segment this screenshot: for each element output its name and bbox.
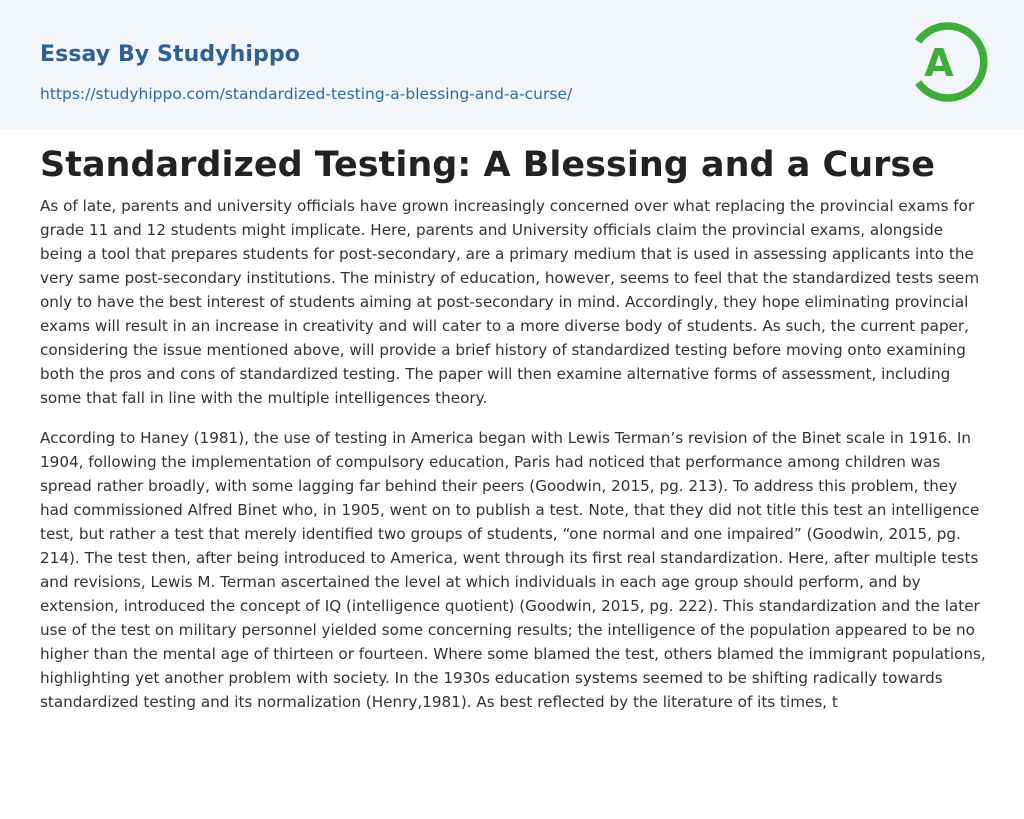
site-name[interactable]: Essay By Studyhippo bbox=[40, 42, 300, 67]
source-url-link[interactable]: https://studyhippo.com/standardized-testing-a-blessing-and-a-curse/ bbox=[40, 85, 573, 103]
article-paragraph: According to Haney (1981), the use of testing in America began with Lewis Terman’s revision of the Binet scale in 1916. In 1904, following the implementation of compulsory education, Paris had noticed that performance among children was spread rather broadly, with some lagging far behind their peers (Goodwin, 2015, pg. 213). To address this problem, they had commissioned Alfred Binet who, in 1905, went on to publish a test. Note, that they did not title this test an intelligence test, but rather a test that merely identified two groups of students, “one normal and one impaired” (Goodwin, 2015, pg. 214). The test then, after being introduced to America, went through its first real standardization. Here, after multiple tests and revisions, Lewis M. Terman ascertained the level at which individuals in each age group should perform, and by extension, introduced the concept of IQ (intelligence quotient) (Goodwin, 2015, pg. 222). This standardization and the later use of the test on military personnel yielded some concerning results; the intelligence of the population appeared to be no higher than the mental age of thirteen or fourteen. Where some blamed the test, others blamed the immigrant populations, highlighting yet another problem with society. In the 1930s education systems seemed to be shifting radically towards standardized testing and its normalization (Henry,1981). As best reflected by the literature of its times, t bbox=[40, 429, 986, 711]
article-paragraph: As of late, parents and university officials have grown increasingly concerned over what replacing the provincial exams for grade 11 and 12 students might implicate. Here, parents and University officials claim the provincial exams, alongside being a tool that prepares students for post-secondary, are a primary medium that is used in assessing applicants into the very same post-secondary institutions. The ministry of education, however, seems to feel that the standardized tests seem only to have the best interest of students aiming at post-secondary in mind. Accordingly, they hope eliminating provincial exams will result in an increase in creativity and will cater to a more diverse body of students. As such, the current paper, considering the issue mentioned above, will provide a brief history of standardized testing before moving onto examining both the pros and cons of standardized testing. The paper will then examine alternative forms of assessment, including some that fall in line with the multiple intelligences theory. bbox=[40, 197, 980, 407]
logo-letter: A bbox=[924, 41, 954, 85]
article-title: Standardized Testing: A Blessing and a Curse bbox=[40, 145, 935, 185]
article-body bbox=[40, 194, 986, 730]
site-header bbox=[0, 0, 1024, 129]
studyhippo-logo-icon[interactable] bbox=[910, 18, 988, 106]
